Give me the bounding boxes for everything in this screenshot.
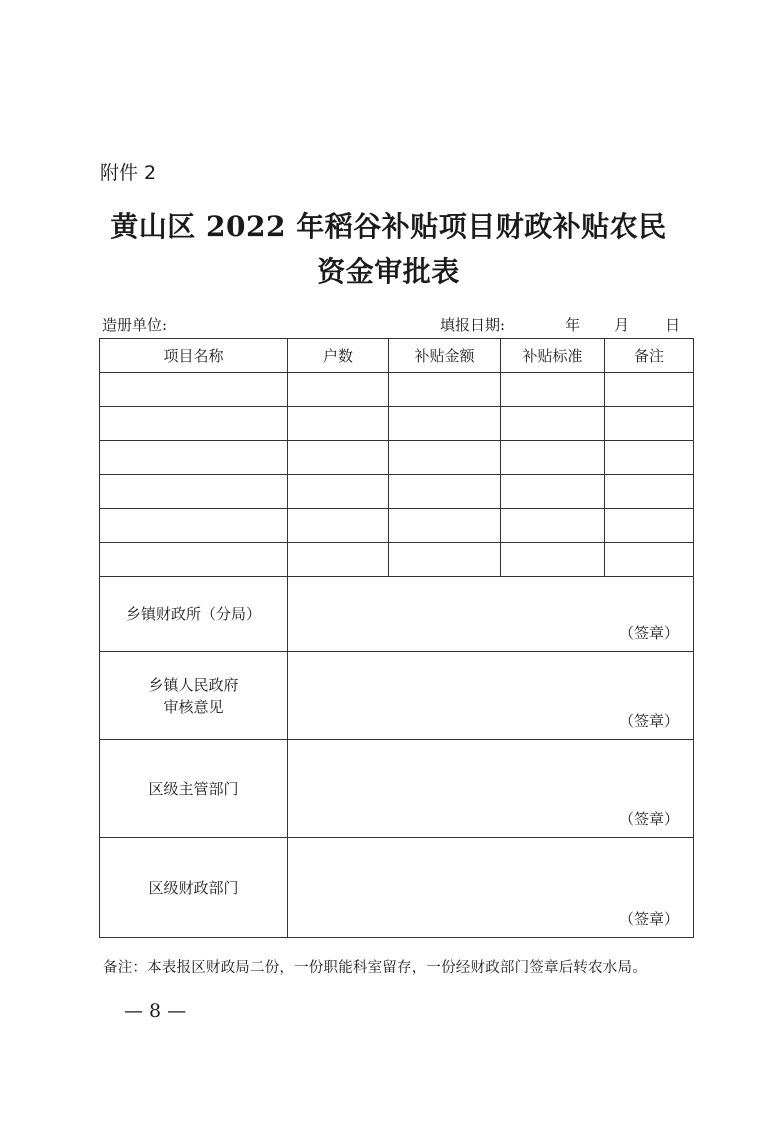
header-remarks: 备注 (605, 339, 694, 373)
approval-label-line1: 区级财政部门 (148, 878, 239, 897)
table-cell[interactable] (100, 407, 288, 441)
table-cell[interactable] (389, 373, 501, 407)
table-cell[interactable] (288, 373, 389, 407)
table-cell[interactable] (605, 373, 694, 407)
table-cell[interactable] (605, 407, 694, 441)
attachment-label: 附件 2 (100, 162, 157, 184)
approval-label (100, 838, 288, 938)
approval-row-district-department (100, 740, 694, 838)
table-row (100, 509, 694, 543)
header-subsidy-standard: 补贴标准 (501, 339, 605, 373)
approval-label-line1: 乡镇财政所（分局） (125, 605, 261, 623)
year-label: 年 (565, 316, 581, 334)
table-cell[interactable] (100, 441, 288, 475)
table-cell[interactable] (389, 543, 501, 577)
table-cell[interactable] (100, 543, 288, 577)
approval-label-line2: 审核意见 (163, 697, 224, 716)
seal-label: （签章） (618, 624, 679, 642)
approval-row-township-government (100, 652, 694, 740)
approval-label (100, 740, 288, 838)
table-cell[interactable] (288, 407, 389, 441)
seal-label: （签章） (618, 712, 679, 730)
seal-label: （签章） (618, 810, 679, 828)
approval-row-township-finance (100, 577, 694, 652)
table-cell[interactable] (100, 373, 288, 407)
table-cell[interactable] (288, 543, 389, 577)
table-cell[interactable] (288, 475, 389, 509)
table-row (100, 543, 694, 577)
table-row (100, 475, 694, 509)
header-subsidy-amount: 补贴金额 (389, 339, 501, 373)
seal-label: （签章） (618, 910, 679, 928)
document-title-line1: 黄山区 2022 年稻谷补贴项目财政补贴农民 (110, 210, 667, 243)
unit-label: 造册单位: (102, 316, 168, 334)
approval-sign-area[interactable] (288, 838, 694, 938)
table-row (100, 441, 694, 475)
table-row (100, 407, 694, 441)
approval-label (100, 577, 288, 652)
table-cell[interactable] (501, 407, 605, 441)
table-cell[interactable] (501, 509, 605, 543)
footnote: 备注：本表报区财政局二份，一份职能科室留存，一份经财政部门签章后转农水局。 (103, 960, 647, 976)
table-row (100, 373, 694, 407)
date-line (440, 314, 680, 335)
table-cell[interactable] (288, 441, 389, 475)
table-cell[interactable] (605, 441, 694, 475)
approval-sign-area[interactable] (288, 577, 694, 652)
table-cell[interactable] (501, 373, 605, 407)
approval-label-line1: 乡镇人民政府 (148, 675, 239, 694)
approval-row-district-finance (100, 838, 694, 938)
table-cell[interactable] (389, 509, 501, 543)
table-cell[interactable] (389, 475, 501, 509)
approval-sign-area[interactable] (288, 652, 694, 740)
table-cell[interactable] (288, 509, 389, 543)
day-label: 日 (665, 316, 681, 334)
table-cell[interactable] (605, 543, 694, 577)
table-cell[interactable] (605, 509, 694, 543)
approval-table (99, 338, 694, 938)
page-number: — 8 — (124, 1000, 187, 1022)
table-cell[interactable] (605, 475, 694, 509)
date-label: 填报日期: (440, 316, 506, 334)
table-cell[interactable] (501, 475, 605, 509)
table-cell[interactable] (100, 509, 288, 543)
approval-label (100, 652, 288, 740)
table-cell[interactable] (501, 543, 605, 577)
table-cell[interactable] (100, 475, 288, 509)
table-cell[interactable] (389, 441, 501, 475)
document-title-line2: 资金审批表 (317, 255, 460, 288)
table-cell[interactable] (389, 407, 501, 441)
header-row (100, 339, 694, 373)
table-cell[interactable] (501, 441, 605, 475)
header-households: 户数 (288, 339, 389, 373)
approval-sign-area[interactable] (288, 740, 694, 838)
header-project-name: 项目名称 (100, 339, 288, 373)
month-label: 月 (614, 316, 630, 334)
approval-label-line1: 区级主管部门 (148, 779, 239, 798)
